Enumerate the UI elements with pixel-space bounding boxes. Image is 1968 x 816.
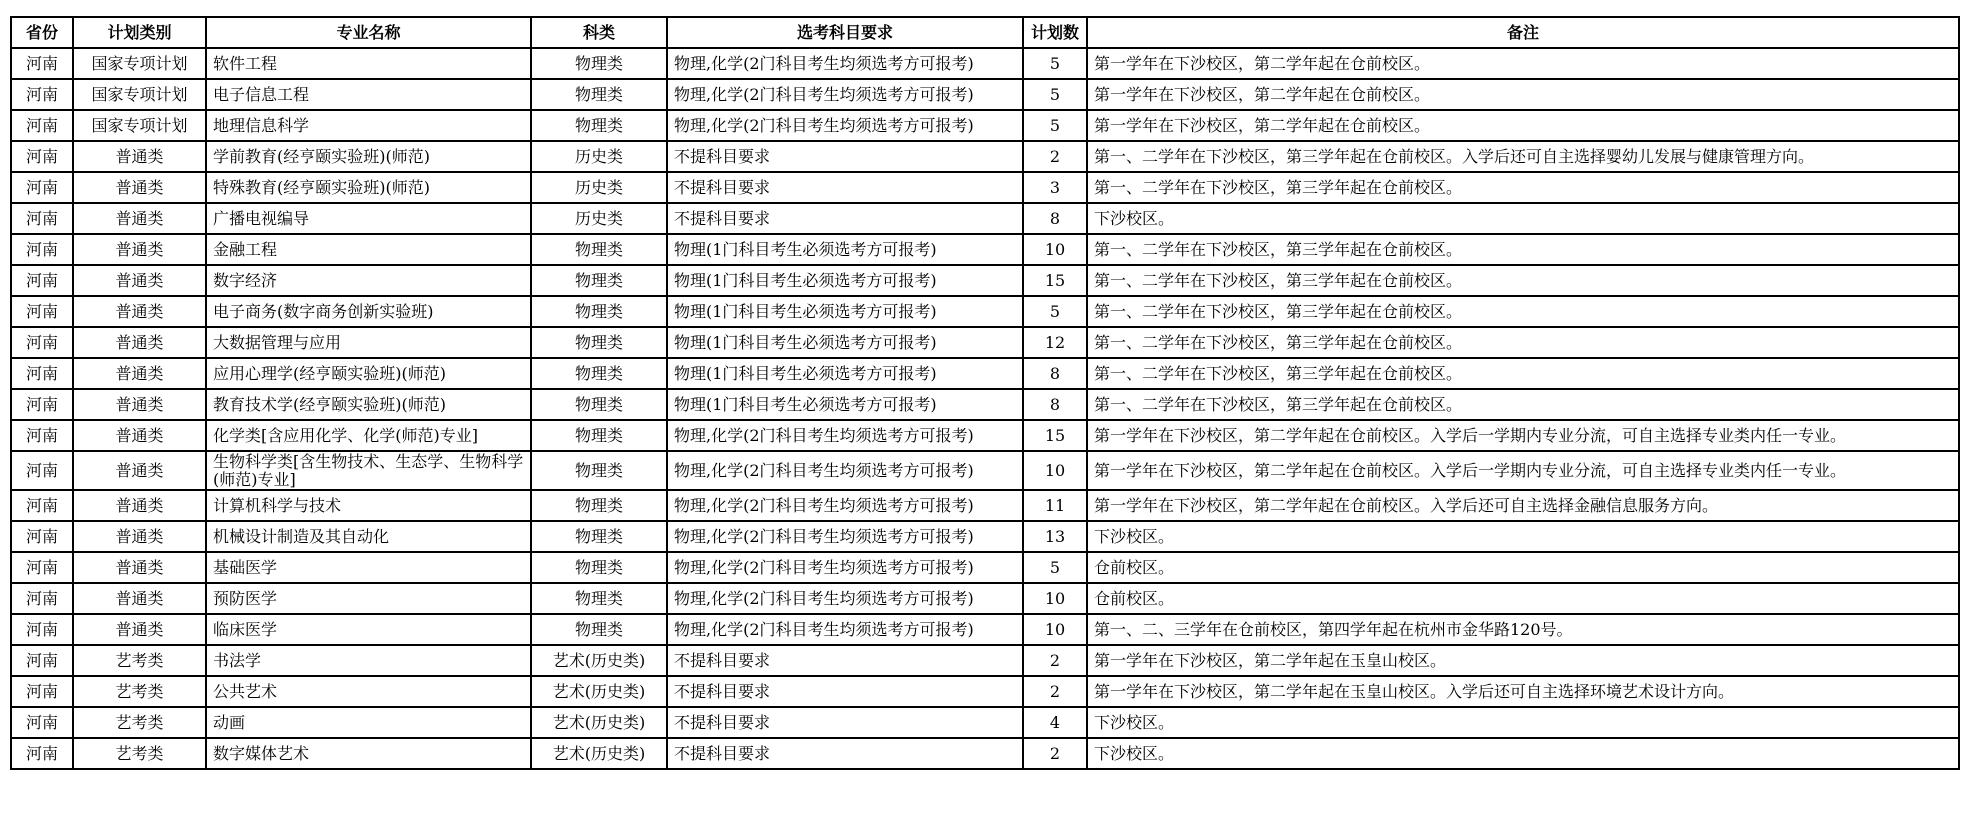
- cell-plan-count: 15: [1023, 265, 1087, 296]
- cell-subject-track: 物理类: [531, 490, 667, 521]
- cell-major-name: 教育技术学(经亨颐实验班)(师范): [206, 389, 531, 420]
- table-row: [11, 552, 1959, 583]
- cell-remarks: 第一、二学年在下沙校区，第三学年起在仓前校区。: [1087, 389, 1959, 420]
- cell-major-name: 应用心理学(经亨颐实验班)(师范): [206, 358, 531, 389]
- cell-province: 河南: [11, 451, 73, 490]
- cell-subject-track: 艺术(历史类): [531, 676, 667, 707]
- cell-province: 河南: [11, 614, 73, 645]
- header-row: [11, 17, 1959, 48]
- cell-major-name: 数字经济: [206, 265, 531, 296]
- cell-province: 河南: [11, 172, 73, 203]
- cell-plan-category: 国家专项计划: [73, 48, 206, 79]
- cell-plan-count: 12: [1023, 327, 1087, 358]
- table-row: [11, 738, 1959, 769]
- cell-province: 河南: [11, 296, 73, 327]
- cell-plan-count: 2: [1023, 676, 1087, 707]
- cell-remarks: 仓前校区。: [1087, 583, 1959, 614]
- cell-subject-track: 历史类: [531, 141, 667, 172]
- table-row: [11, 172, 1959, 203]
- cell-plan-count: 2: [1023, 738, 1087, 769]
- cell-plan-category: 普通类: [73, 451, 206, 490]
- cell-province: 河南: [11, 265, 73, 296]
- cell-subject-track: 物理类: [531, 79, 667, 110]
- cell-subject-requirement: 物理,化学(2门科目考生均须选考方可报考): [667, 552, 1023, 583]
- cell-plan-count: 8: [1023, 358, 1087, 389]
- cell-plan-count: 5: [1023, 552, 1087, 583]
- header-remarks: 备注: [1087, 17, 1959, 48]
- cell-province: 河南: [11, 521, 73, 552]
- cell-plan-category: 普通类: [73, 583, 206, 614]
- table-row: [11, 203, 1959, 234]
- cell-remarks: 第一、二学年在下沙校区，第三学年起在仓前校区。: [1087, 172, 1959, 203]
- cell-remarks: 下沙校区。: [1087, 738, 1959, 769]
- cell-subject-requirement: 不提科目要求: [667, 203, 1023, 234]
- cell-subject-track: 艺术(历史类): [531, 645, 667, 676]
- cell-major-name: 生物科学类[含生物技术、生态学、生物科学(师范)专业]: [206, 451, 531, 490]
- table-row: [11, 48, 1959, 79]
- cell-subject-track: 物理类: [531, 521, 667, 552]
- cell-subject-requirement: 物理,化学(2门科目考生均须选考方可报考): [667, 48, 1023, 79]
- cell-subject-requirement: 物理(1门科目考生必须选考方可报考): [667, 265, 1023, 296]
- cell-subject-track: 物理类: [531, 234, 667, 265]
- cell-plan-category: 国家专项计划: [73, 79, 206, 110]
- cell-major-name: 电子信息工程: [206, 79, 531, 110]
- cell-plan-category: 普通类: [73, 141, 206, 172]
- table-row: [11, 327, 1959, 358]
- cell-plan-category: 艺考类: [73, 738, 206, 769]
- cell-plan-count: 10: [1023, 583, 1087, 614]
- cell-plan-category: 国家专项计划: [73, 110, 206, 141]
- cell-plan-count: 8: [1023, 203, 1087, 234]
- cell-plan-count: 13: [1023, 521, 1087, 552]
- cell-plan-category: 艺考类: [73, 676, 206, 707]
- cell-major-name: 预防医学: [206, 583, 531, 614]
- cell-plan-category: 普通类: [73, 327, 206, 358]
- cell-province: 河南: [11, 79, 73, 110]
- cell-province: 河南: [11, 420, 73, 451]
- cell-major-name: 计算机科学与技术: [206, 490, 531, 521]
- table-row: [11, 645, 1959, 676]
- cell-subject-requirement: 物理,化学(2门科目考生均须选考方可报考): [667, 521, 1023, 552]
- header-province: 省份: [11, 17, 73, 48]
- table-row: [11, 358, 1959, 389]
- cell-subject-requirement: 不提科目要求: [667, 172, 1023, 203]
- cell-major-name: 基础医学: [206, 552, 531, 583]
- cell-remarks: 第一学年在下沙校区，第二学年起在仓前校区。: [1087, 48, 1959, 79]
- cell-remarks: 第一、二学年在下沙校区，第三学年起在仓前校区。: [1087, 358, 1959, 389]
- header-major-name: 专业名称: [206, 17, 531, 48]
- table-row: [11, 521, 1959, 552]
- cell-province: 河南: [11, 738, 73, 769]
- cell-plan-count: 15: [1023, 420, 1087, 451]
- cell-major-name: 数字媒体艺术: [206, 738, 531, 769]
- enrollment-plan-table: [10, 16, 1960, 770]
- cell-subject-requirement: 物理(1门科目考生必须选考方可报考): [667, 296, 1023, 327]
- cell-major-name: 化学类[含应用化学、化学(师范)专业]: [206, 420, 531, 451]
- cell-plan-count: 4: [1023, 707, 1087, 738]
- cell-remarks: 第一学年在下沙校区，第二学年起在玉皇山校区。入学后还可自主选择环境艺术设计方向。: [1087, 676, 1959, 707]
- cell-plan-count: 10: [1023, 451, 1087, 490]
- cell-plan-count: 5: [1023, 296, 1087, 327]
- table-row: [11, 451, 1959, 490]
- cell-major-name: 学前教育(经亨颐实验班)(师范): [206, 141, 531, 172]
- cell-subject-track: 艺术(历史类): [531, 738, 667, 769]
- cell-plan-category: 普通类: [73, 420, 206, 451]
- cell-subject-track: 历史类: [531, 203, 667, 234]
- table-row: [11, 234, 1959, 265]
- cell-subject-track: 物理类: [531, 420, 667, 451]
- cell-remarks: 下沙校区。: [1087, 203, 1959, 234]
- cell-plan-count: 2: [1023, 645, 1087, 676]
- cell-subject-requirement: 物理,化学(2门科目考生均须选考方可报考): [667, 614, 1023, 645]
- cell-remarks: 第一、二学年在下沙校区，第三学年起在仓前校区。: [1087, 265, 1959, 296]
- cell-plan-count: 11: [1023, 490, 1087, 521]
- cell-province: 河南: [11, 110, 73, 141]
- cell-remarks: 第一、二、三学年在仓前校区，第四学年起在杭州市金华路120号。: [1087, 614, 1959, 645]
- cell-plan-count: 3: [1023, 172, 1087, 203]
- cell-plan-count: 5: [1023, 79, 1087, 110]
- cell-major-name: 大数据管理与应用: [206, 327, 531, 358]
- cell-province: 河南: [11, 583, 73, 614]
- cell-subject-track: 物理类: [531, 358, 667, 389]
- cell-plan-category: 普通类: [73, 389, 206, 420]
- cell-subject-track: 物理类: [531, 48, 667, 79]
- cell-subject-requirement: 不提科目要求: [667, 738, 1023, 769]
- cell-remarks: 第一、二学年在下沙校区，第三学年起在仓前校区。入学后还可自主选择婴幼儿发展与健康管理方向。: [1087, 141, 1959, 172]
- table-row: [11, 583, 1959, 614]
- table-row: [11, 389, 1959, 420]
- cell-major-name: 机械设计制造及其自动化: [206, 521, 531, 552]
- cell-remarks: 第一学年在下沙校区，第二学年起在仓前校区。入学后一学期内专业分流，可自主选择专业类内任一专业。: [1087, 420, 1959, 451]
- cell-plan-count: 5: [1023, 48, 1087, 79]
- cell-plan-count: 8: [1023, 389, 1087, 420]
- cell-subject-track: 物理类: [531, 583, 667, 614]
- cell-plan-category: 普通类: [73, 265, 206, 296]
- cell-subject-requirement: 物理,化学(2门科目考生均须选考方可报考): [667, 451, 1023, 490]
- cell-major-name: 电子商务(数字商务创新实验班): [206, 296, 531, 327]
- cell-province: 河南: [11, 645, 73, 676]
- cell-remarks: 第一、二学年在下沙校区，第三学年起在仓前校区。: [1087, 234, 1959, 265]
- cell-plan-count: 5: [1023, 110, 1087, 141]
- table-row: [11, 296, 1959, 327]
- cell-province: 河南: [11, 707, 73, 738]
- cell-major-name: 金融工程: [206, 234, 531, 265]
- cell-province: 河南: [11, 552, 73, 583]
- cell-province: 河南: [11, 141, 73, 172]
- table-row: [11, 141, 1959, 172]
- cell-plan-category: 普通类: [73, 358, 206, 389]
- cell-remarks: 下沙校区。: [1087, 521, 1959, 552]
- cell-major-name: 广播电视编导: [206, 203, 531, 234]
- cell-plan-category: 普通类: [73, 234, 206, 265]
- cell-subject-requirement: 物理(1门科目考生必须选考方可报考): [667, 327, 1023, 358]
- cell-plan-category: 艺考类: [73, 707, 206, 738]
- table-row: [11, 676, 1959, 707]
- header-plan-count: 计划数: [1023, 17, 1087, 48]
- cell-province: 河南: [11, 389, 73, 420]
- cell-major-name: 书法学: [206, 645, 531, 676]
- table-row: [11, 420, 1959, 451]
- cell-remarks: 仓前校区。: [1087, 552, 1959, 583]
- table-row: [11, 265, 1959, 296]
- cell-subject-track: 物理类: [531, 327, 667, 358]
- cell-remarks: 第一学年在下沙校区，第二学年起在仓前校区。入学后一学期内专业分流，可自主选择专业类内任一专业。: [1087, 451, 1959, 490]
- enrollment-plan-table-container: [10, 16, 1960, 770]
- header-subject-requirement: 选考科目要求: [667, 17, 1023, 48]
- cell-subject-requirement: 不提科目要求: [667, 676, 1023, 707]
- cell-subject-track: 艺术(历史类): [531, 707, 667, 738]
- cell-subject-track: 历史类: [531, 172, 667, 203]
- cell-province: 河南: [11, 327, 73, 358]
- cell-plan-category: 普通类: [73, 172, 206, 203]
- cell-major-name: 地理信息科学: [206, 110, 531, 141]
- cell-remarks: 第一学年在下沙校区，第二学年起在仓前校区。入学后还可自主选择金融信息服务方向。: [1087, 490, 1959, 521]
- cell-plan-category: 普通类: [73, 490, 206, 521]
- cell-plan-category: 普通类: [73, 203, 206, 234]
- cell-major-name: 动画: [206, 707, 531, 738]
- cell-subject-requirement: 物理(1门科目考生必须选考方可报考): [667, 234, 1023, 265]
- cell-subject-requirement: 不提科目要求: [667, 707, 1023, 738]
- cell-plan-category: 普通类: [73, 614, 206, 645]
- cell-plan-category: 普通类: [73, 552, 206, 583]
- header-plan-category: 计划类别: [73, 17, 206, 48]
- cell-plan-count: 2: [1023, 141, 1087, 172]
- table-row: [11, 707, 1959, 738]
- cell-plan-category: 普通类: [73, 521, 206, 552]
- cell-subject-requirement: 不提科目要求: [667, 645, 1023, 676]
- cell-province: 河南: [11, 48, 73, 79]
- cell-subject-track: 物理类: [531, 265, 667, 296]
- cell-remarks: 第一、二学年在下沙校区，第三学年起在仓前校区。: [1087, 327, 1959, 358]
- cell-subject-track: 物理类: [531, 552, 667, 583]
- cell-subject-requirement: 物理(1门科目考生必须选考方可报考): [667, 389, 1023, 420]
- cell-remarks: 第一学年在下沙校区，第二学年起在仓前校区。: [1087, 110, 1959, 141]
- cell-remarks: 下沙校区。: [1087, 707, 1959, 738]
- cell-plan-count: 10: [1023, 614, 1087, 645]
- table-row: [11, 614, 1959, 645]
- cell-major-name: 临床医学: [206, 614, 531, 645]
- cell-subject-requirement: 物理,化学(2门科目考生均须选考方可报考): [667, 420, 1023, 451]
- cell-subject-requirement: 物理,化学(2门科目考生均须选考方可报考): [667, 490, 1023, 521]
- table-row: [11, 490, 1959, 521]
- table-row: [11, 110, 1959, 141]
- cell-subject-track: 物理类: [531, 614, 667, 645]
- cell-remarks: 第一、二学年在下沙校区，第三学年起在仓前校区。: [1087, 296, 1959, 327]
- cell-province: 河南: [11, 490, 73, 521]
- header-subject-track: 科类: [531, 17, 667, 48]
- cell-plan-category: 艺考类: [73, 645, 206, 676]
- cell-major-name: 公共艺术: [206, 676, 531, 707]
- cell-province: 河南: [11, 234, 73, 265]
- cell-major-name: 特殊教育(经亨颐实验班)(师范): [206, 172, 531, 203]
- cell-province: 河南: [11, 203, 73, 234]
- cell-province: 河南: [11, 676, 73, 707]
- table-row: [11, 79, 1959, 110]
- cell-subject-requirement: 不提科目要求: [667, 141, 1023, 172]
- cell-subject-track: 物理类: [531, 296, 667, 327]
- cell-plan-count: 10: [1023, 234, 1087, 265]
- cell-subject-requirement: 物理,化学(2门科目考生均须选考方可报考): [667, 583, 1023, 614]
- cell-subject-requirement: 物理,化学(2门科目考生均须选考方可报考): [667, 110, 1023, 141]
- cell-subject-requirement: 物理(1门科目考生必须选考方可报考): [667, 358, 1023, 389]
- cell-plan-category: 普通类: [73, 296, 206, 327]
- cell-subject-track: 物理类: [531, 389, 667, 420]
- cell-subject-requirement: 物理,化学(2门科目考生均须选考方可报考): [667, 79, 1023, 110]
- cell-subject-track: 物理类: [531, 451, 667, 490]
- cell-subject-track: 物理类: [531, 110, 667, 141]
- cell-province: 河南: [11, 358, 73, 389]
- cell-major-name: 软件工程: [206, 48, 531, 79]
- cell-remarks: 第一学年在下沙校区，第二学年起在仓前校区。: [1087, 79, 1959, 110]
- cell-remarks: 第一学年在下沙校区，第二学年起在玉皇山校区。: [1087, 645, 1959, 676]
